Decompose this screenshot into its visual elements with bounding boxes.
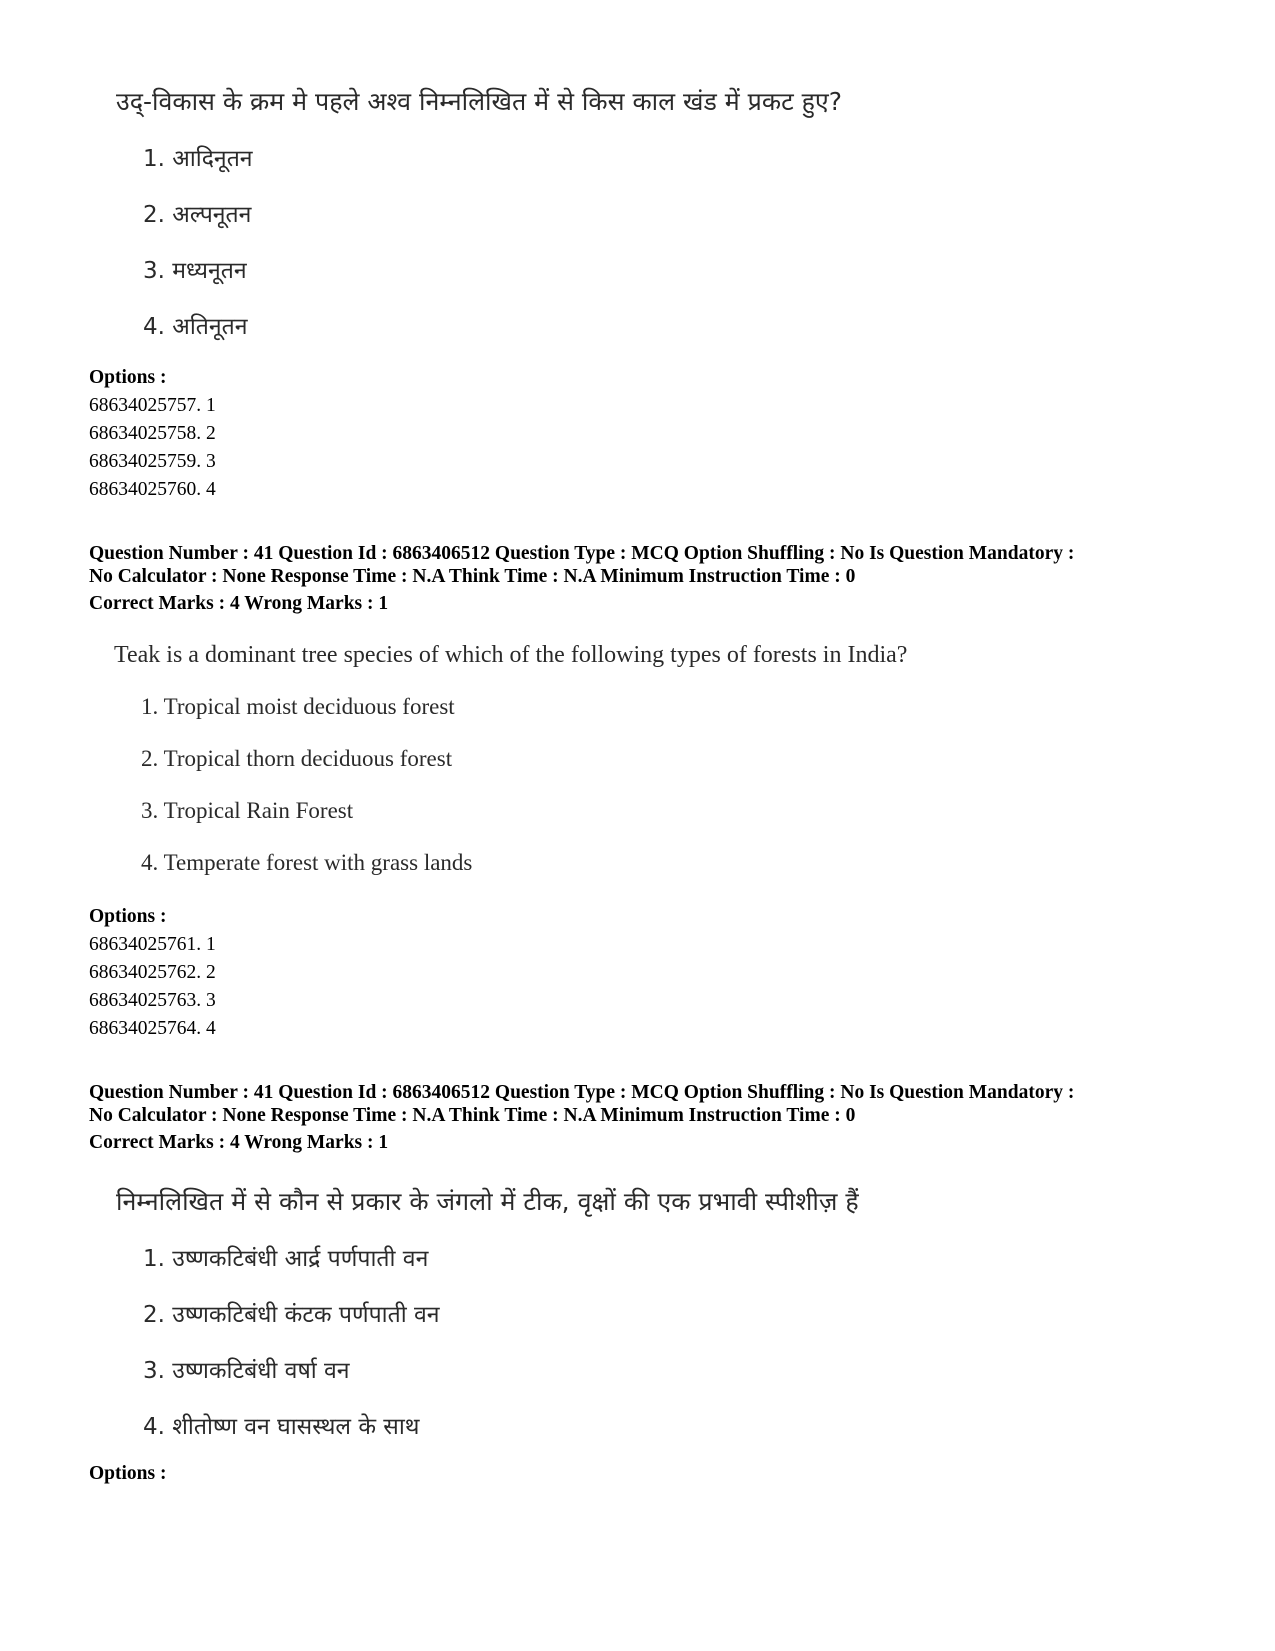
- answer-choice: 1. Tropical moist deciduous forest: [141, 694, 455, 719]
- option-id: 68634025762. 2: [89, 962, 216, 983]
- answer-choice: 2. उष्णकटिबंधी कंटक पर्णपाती वन: [143, 1302, 440, 1328]
- option-id: 68634025758. 2: [89, 423, 216, 444]
- option-id: 68634025760. 4: [89, 479, 216, 500]
- answer-choice: 2. अल्पनूतन: [143, 202, 252, 228]
- option-id: 68634025763. 3: [89, 990, 216, 1011]
- option-id: 68634025761. 1: [89, 934, 216, 955]
- question-meta-line: No Calculator : None Response Time : N.A Think Time : N.A Minimum Instruction Time : 0: [89, 1105, 856, 1126]
- question-text: निम्नलिखित में से कौन से प्रकार के जंगलो में टीक, वृक्षों की एक प्रभावी स्पीशीज़ हैं: [116, 1187, 859, 1216]
- answer-choice: 4. Temperate forest with grass lands: [141, 850, 473, 875]
- question-meta-line: Question Number : 41 Question Id : 6863406512 Question Type : MCQ Option Shuffling : No Is Question Mandatory :: [89, 543, 1075, 564]
- options-label: Options :: [89, 906, 167, 927]
- answer-choice: 4. अतिनूतन: [143, 314, 248, 340]
- option-id: 68634025764. 4: [89, 1018, 216, 1039]
- marks-line: Correct Marks : 4 Wrong Marks : 1: [89, 1132, 389, 1153]
- options-label: Options :: [89, 1463, 167, 1484]
- question-meta-line: Question Number : 41 Question Id : 6863406512 Question Type : MCQ Option Shuffling : No Is Question Mandatory :: [89, 1082, 1075, 1103]
- answer-choice: 3. मध्यनूतन: [143, 258, 247, 284]
- answer-choice: 1. आदिनूतन: [143, 146, 253, 172]
- options-label: Options :: [89, 367, 167, 388]
- answer-choice: 4. शीतोष्ण वन घासस्थल के साथ: [143, 1414, 420, 1440]
- question-meta-line: No Calculator : None Response Time : N.A Think Time : N.A Minimum Instruction Time : 0: [89, 566, 856, 587]
- option-id: 68634025759. 3: [89, 451, 216, 472]
- answer-choice: 2. Tropical thorn deciduous forest: [141, 746, 453, 771]
- question-text: Teak is a dominant tree species of which of the following types of forests in India?: [114, 642, 908, 668]
- answer-choice: 3. Tropical Rain Forest: [141, 798, 354, 823]
- answer-choice: 1. उष्णकटिबंधी आर्द्र पर्णपाती वन: [143, 1246, 429, 1272]
- answer-choice: 3. उष्णकटिबंधी वर्षा वन: [143, 1358, 350, 1384]
- marks-line: Correct Marks : 4 Wrong Marks : 1: [89, 593, 389, 614]
- question-text: उद्-विकास के क्रम मे पहले अश्व निम्नलिखित में से किस काल खंड में प्रकट हुए?: [116, 87, 843, 116]
- option-id: 68634025757. 1: [89, 395, 216, 416]
